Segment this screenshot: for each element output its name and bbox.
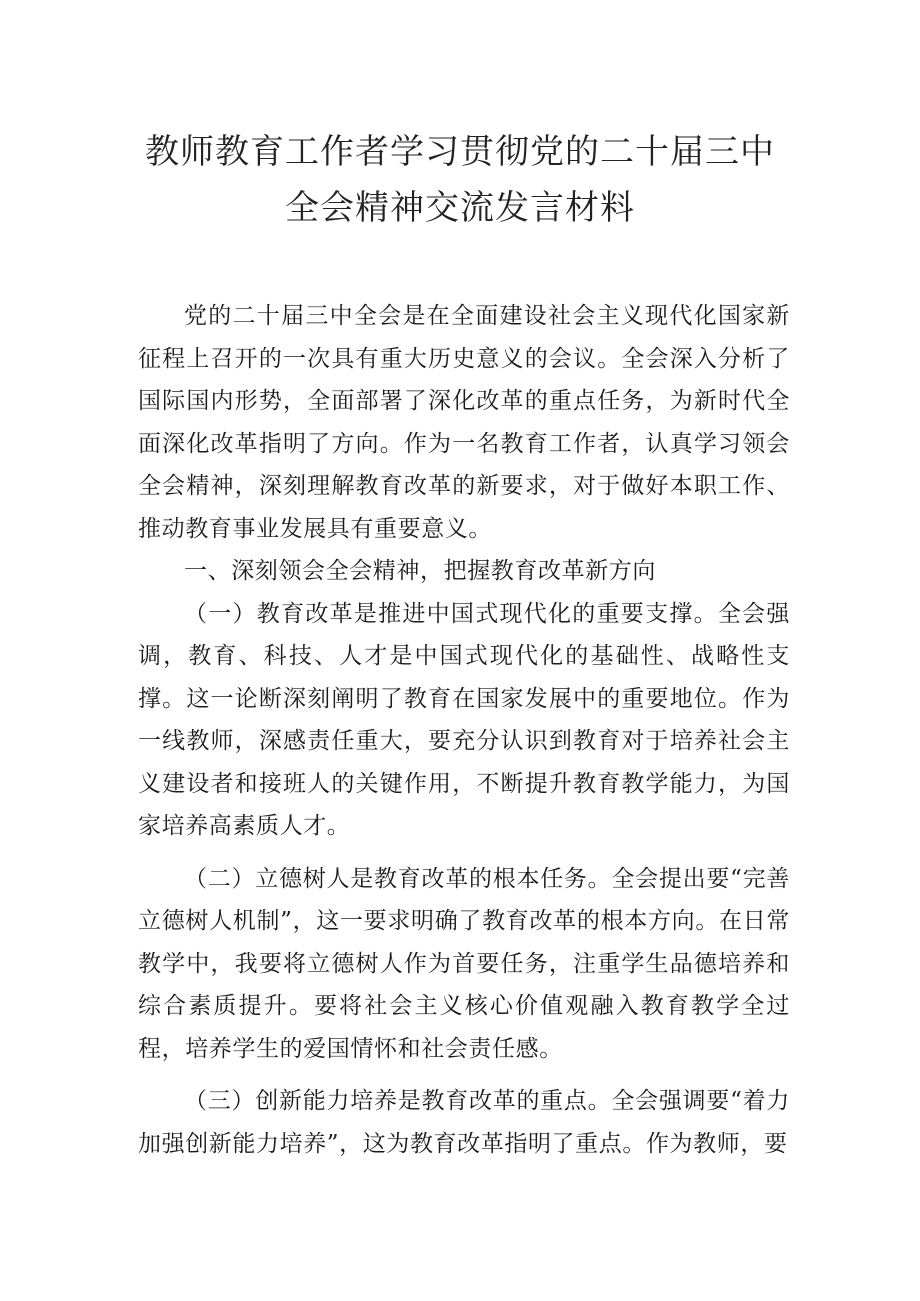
document-title-line-2: 全会精神交流发言材料 (285, 188, 635, 228)
document-body (138, 295, 790, 1165)
paragraph-3: （三）创新能力培养是教育改革的重点。全会强调要“着力加强创新能力培养”，这为教育改革指明了重点。作为教师，要 (138, 1088, 790, 1157)
intro-paragraph: 党的二十届三中全会是在全面建设社会主义现代化国家新征程上召开的一次具有重大历史意义的会议。全会深入分析了国际国内形势，全面部署了深化改革的重点任务，为新时代全面深化改革指明了方向。作为一名教育工作者，认真学习领会全会精神，深刻理解教育改革的新要求，对于做好本职工作、推动教育事业发展具有重要意义。 (138, 303, 790, 542)
paragraph-gap (138, 848, 790, 858)
paragraph-gap (138, 1070, 790, 1080)
paragraph-1: （一）教育改革是推进中国式现代化的重要支撑。全会强调，教育、科技、人才是中国式现代化的基础性、战略性支撑。这一论断深刻阐明了教育在国家发展中的重要地位。作为一线教师，深感责任重大，要充分认识到教育对于培养社会主义建设者和接班人的关键作用，不断提升教育教学能力，为国家培养高素质人才。 (138, 600, 790, 839)
document-title-line-1: 教师教育工作者学习贯彻党的二十届三中 (145, 132, 775, 172)
paragraph-2: （二）立德树人是教育改革的根本任务。全会提出要“完善立德树人机制”，这一要求明确了教育改革的根本方向。在日常教学中，我要将立德树人作为首要任务，注重学生品德培养和综合素质提升。要将社会主义核心价值观融入教育教学全过程，培养学生的爱国情怀和社会责任感。 (138, 865, 790, 1062)
section-1-heading: 一、深刻领会全会精神，把握教育改革新方向 (184, 558, 656, 584)
